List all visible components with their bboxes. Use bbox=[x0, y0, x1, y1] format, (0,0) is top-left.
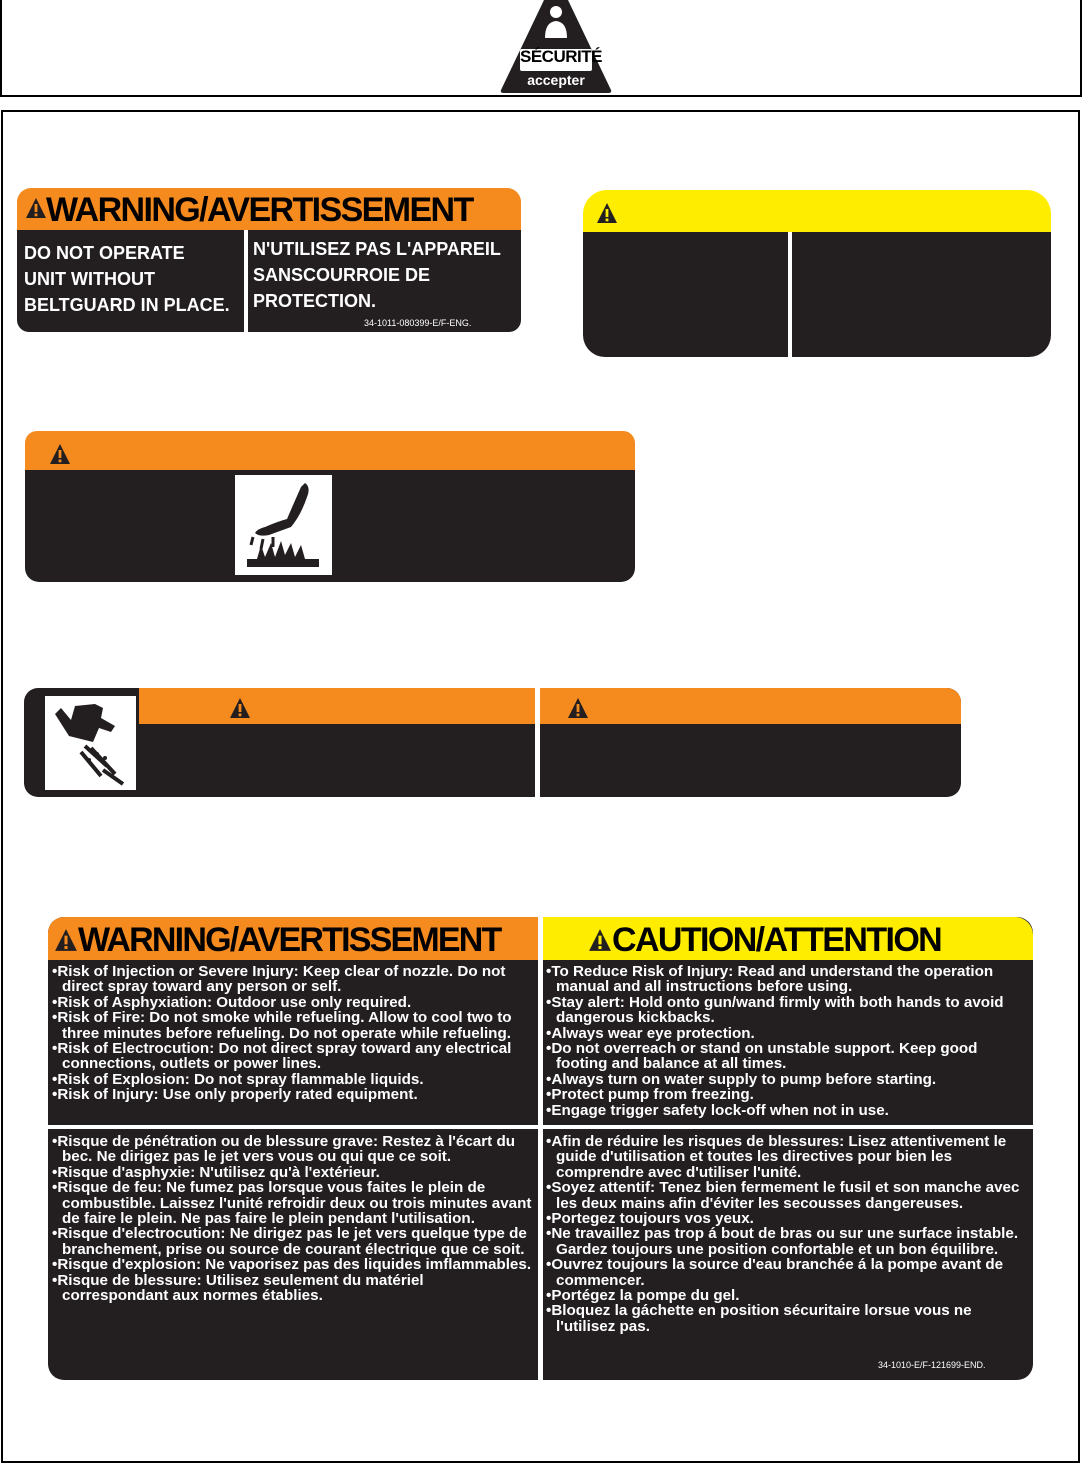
list-item: •Risk of Injection or Severe Injury: Keep clear of nozzle. Do not direct spray toward any person or self. bbox=[52, 963, 506, 996]
list-item: •Risque de blessure: Utilisez seulement du matériel correspondant aux normes établies. bbox=[52, 1271, 424, 1305]
injection-header-left bbox=[139, 688, 535, 724]
list-item: •Risque d'asphyxie: N'utilisez qu'à l'extérieur. bbox=[52, 1163, 380, 1181]
list-item: •Risk of Electrocution: Do not direct spray toward any electrical connections, outlets or power lines. bbox=[52, 1040, 512, 1073]
list-item: •Risk of Explosion: Do not spray flammable liquids. bbox=[52, 1070, 424, 1088]
list-item: •Risk of Injury: Use only properly rated equipment. bbox=[52, 1086, 418, 1104]
beltguard-fr-line: N'UTILISEZ PAS L'APPAREIL bbox=[253, 239, 501, 259]
caution-blank-header bbox=[583, 190, 1051, 232]
list-item: •Always turn on water supply to pump before starting. bbox=[546, 1070, 937, 1088]
hot-surface-header bbox=[25, 431, 635, 470]
hot-surface-hand-icon bbox=[235, 475, 332, 575]
list-item: •Portégez la pompe du gel. bbox=[546, 1287, 740, 1305]
safety-logo bbox=[500, 0, 612, 94]
main-decal-part-code: 34-1010-E/F-121699-END. bbox=[878, 1360, 986, 1370]
caution-blank-body bbox=[583, 232, 1051, 357]
beltguard-title: WARNING/AVERTISSEMENT bbox=[46, 191, 473, 229]
hot-surface-decal bbox=[25, 431, 635, 582]
list-item: •Protect pump from freezing. bbox=[546, 1086, 754, 1104]
list-item: •Always wear eye protection. bbox=[546, 1024, 755, 1042]
warning-triangle-icon bbox=[567, 697, 589, 719]
list-item: •Do not overreach or stand on unstable support. Keep good footing and balance at all times. bbox=[546, 1040, 978, 1073]
logo-top-text: SÉCURITÉ bbox=[520, 47, 602, 66]
logo-bottom-text: accepter bbox=[527, 72, 585, 88]
warning-title: WARNING/AVERTISSEMENT bbox=[78, 921, 501, 959]
injection-header-right bbox=[540, 688, 961, 724]
beltguard-divider bbox=[244, 230, 248, 332]
injection-divider bbox=[535, 688, 540, 797]
caution-french-list bbox=[546, 1134, 1030, 1334]
list-item: •Risque d'electrocution: Ne dirigez pas le jet vers quelque type de branchement, prise ou source de courant électrique que ce soit. bbox=[52, 1225, 527, 1258]
warning-triangle-icon bbox=[229, 697, 251, 719]
warning-triangle-icon bbox=[25, 197, 47, 219]
warning-english-list bbox=[52, 964, 534, 1103]
caution-title: CAUTION/ATTENTION bbox=[612, 921, 942, 959]
list-item: •Soyez attentif: Tenez bien fermement le fusil et son manche avec les deux mains afin d'éviter les secousses dangereuses. bbox=[546, 1179, 1020, 1212]
beltguard-english bbox=[24, 240, 230, 318]
beltguard-en-line: UNIT WITHOUT bbox=[24, 269, 155, 289]
injection-decal bbox=[24, 688, 961, 797]
list-item: •Risque d'explosion: Ne vaporisez pas des liquides imflammables. bbox=[52, 1256, 532, 1274]
beltguard-part-code: 34-1011-080399-E/F-ENG. bbox=[364, 318, 472, 328]
list-item: •Engage trigger safety lock-off when not in use. bbox=[546, 1101, 889, 1119]
list-item: •Stay alert: Hold onto gun/wand firmly with both hands to avoid dangerous kickbacks. bbox=[546, 993, 1004, 1027]
list-item: •Ne travaillez pas trop á bout de bras ou sur une surface instable. Gardez toujours une position confortable et un bon équilibre. bbox=[546, 1225, 1019, 1258]
caution-blank-divider bbox=[788, 232, 792, 357]
list-item: •Afin de réduire les risques de blessures: Lisez attentivement le guide d'utilisation et toutes les directives pour bien les comprendre avec d'utiliser l'unité. bbox=[546, 1133, 1007, 1181]
beltguard-en-line: BELTGUARD IN PLACE. bbox=[24, 295, 230, 315]
warning-triangle-icon bbox=[49, 443, 71, 465]
list-item: •Risk of Fire: Do not smoke while refueling. Allow to cool two to three minutes before refueling. Do not operate while refueling. bbox=[52, 1009, 512, 1042]
warning-triangle-icon bbox=[54, 928, 78, 952]
list-item: •Risque de pénétration ou de blessure grave: Restez à l'écart du bec. Ne dirigez pas le jet vers vous ou qui que ce soit. bbox=[52, 1133, 515, 1166]
list-item: •Bloquez la gáchette en position sécuritaire lorsue vous ne l'utilisez pas. bbox=[546, 1302, 972, 1335]
list-item: •Ouvrez toujours la source d'eau branchée á la pompe avant de commencer. bbox=[546, 1256, 1004, 1289]
beltguard-fr-line: PROTECTION. bbox=[253, 291, 377, 311]
list-item: •Risk of Asphyxiation: Outdoor use only required. bbox=[52, 993, 412, 1011]
caution-triangle-icon bbox=[588, 928, 612, 952]
warning-triangle-icon bbox=[596, 202, 618, 224]
injection-hazard-hand-icon bbox=[45, 696, 136, 790]
beltguard-en-line: DO NOT OPERATE bbox=[24, 243, 185, 263]
list-item: •Portegez toujours vos yeux. bbox=[546, 1210, 754, 1228]
main-vertical-divider bbox=[538, 917, 543, 1380]
main-decal bbox=[48, 917, 1033, 1380]
warning-french-list bbox=[52, 1134, 534, 1303]
beltguard-decal bbox=[17, 188, 521, 332]
caution-decal-blank bbox=[583, 190, 1051, 357]
caution-english-list bbox=[546, 964, 1030, 1118]
main-horizontal-divider bbox=[48, 1125, 1033, 1129]
beltguard-fr-line: SANSCOURROIE DE bbox=[253, 265, 431, 285]
list-item: •Risque de feu: Ne fumez pas lorsque vous faites le plein de combustible. Laissez l'unité refroidir deux ou trois minutes avant de faire le plein. Ne pas faire le plein pendant l'utilisation. bbox=[52, 1179, 532, 1228]
beltguard-french bbox=[253, 236, 501, 314]
list-item: •To Reduce Risk of Injury: Read and understand the operation manual and all instructions before using. bbox=[546, 963, 994, 996]
